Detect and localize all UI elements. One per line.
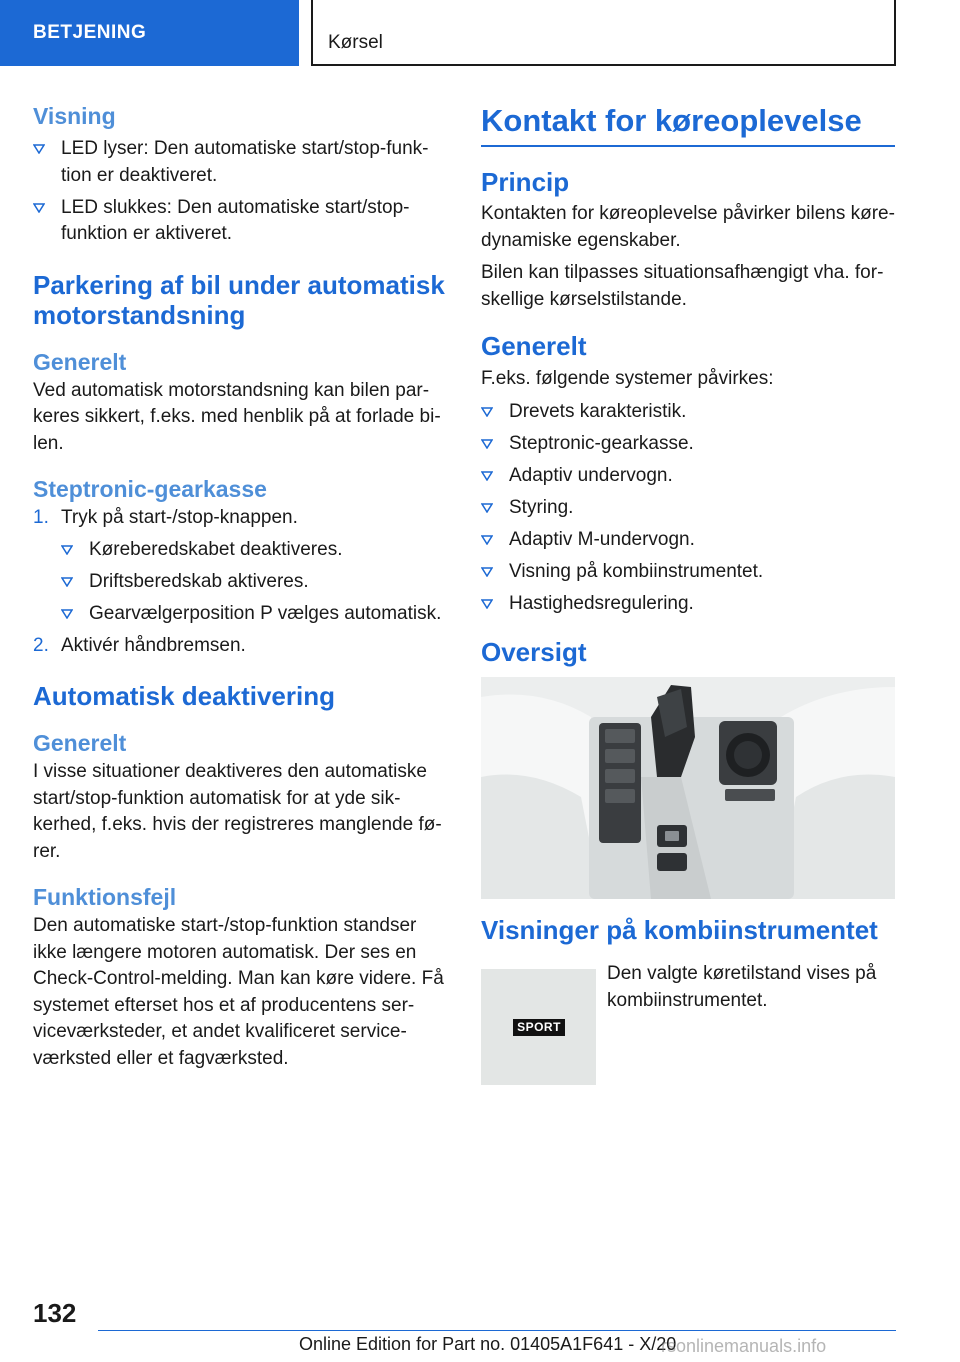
triangle-bullet-icon	[481, 431, 493, 441]
footer-edition: Online Edition for Part no. 01405A1F641 - X/20	[299, 1334, 677, 1354]
display-row	[481, 953, 895, 1071]
auto-deaktivering-heading: Automatisk deaktivering	[33, 681, 335, 711]
center-console-photo	[481, 677, 895, 899]
sport-mode-label: SPORT	[513, 1019, 565, 1036]
funktionsfejl-heading: Funktionsfejl	[33, 884, 177, 910]
right-column	[481, 100, 895, 1071]
instrument-display-image	[481, 969, 596, 1085]
left-column	[33, 100, 447, 1078]
list-item: Visning på kombiinstrumentet.	[481, 559, 895, 586]
princip-heading: Princip	[481, 167, 570, 197]
list-item: LED lyser: Den automatiske start/stop-funktion er deaktiveret.	[33, 136, 447, 189]
triangle-bullet-icon	[61, 601, 73, 611]
funktionsfejl-text: Den automatiske start-/stop-funktion standser ikke længere motoren automatisk. Der ses en Check-Control-melding. Man kan køre videre. Få systemet efterset hos et af producentens serviceværksteder, et andet kvalificeret serviceværksted eller et fagværksted.	[33, 915, 444, 1069]
parkering-generelt-text: Ved automatisk motorstandsning kan bilen parkeres sikkert, f.eks. med henblik på at forlade bilen.	[33, 379, 441, 454]
list-item: Driftsberedskab aktiveres.	[61, 569, 447, 596]
triangle-bullet-icon	[481, 463, 493, 473]
list-item: LED slukkes: Den automatiske start/stop-funktion er aktiveret.	[33, 195, 447, 248]
step-item: 2. Aktivér håndbremsen.	[33, 633, 447, 660]
watermark: rsonlinemanuals.info	[661, 1336, 827, 1356]
generelt-intro: F.eks. følgende systemer påvirkes:	[481, 368, 774, 389]
auto-generelt-heading: Generelt	[33, 730, 127, 756]
list-item: Steptronic-gearkasse.	[481, 431, 895, 458]
steptronic-heading: Steptronic-gearkasse	[33, 476, 267, 502]
list-item: Adaptiv undervogn.	[481, 463, 895, 490]
visninger-heading: Visninger på kombiinstrumentet	[481, 915, 878, 945]
step-sub-list	[61, 537, 447, 628]
triangle-bullet-icon	[481, 527, 493, 537]
step-number: 1.	[33, 507, 49, 528]
parkering-generelt-heading: Generelt	[33, 348, 127, 375]
triangle-bullet-icon	[61, 569, 73, 579]
princip-text-2: Bilen kan tilpasses situationsafhængigt vha. forskellige kørselstilstande.	[481, 262, 884, 310]
parkering-heading: Parkering af bil under automatisk motorstandsning	[33, 269, 445, 330]
step-item: 1. Tryk på start-/stop-knappen. Køreberedskabet deaktiveres. Driftsberedskab aktiveres. Gearvælgerposition P vælges automatisk.	[33, 505, 447, 627]
triangle-bullet-icon	[33, 136, 45, 146]
step-number: 2.	[33, 634, 49, 656]
auto-generelt-text: I visse situationer deaktiveres den automatiske start/stop-funktion automatisk for at yde sikkerhed, f.eks. hvis der registreres manglende fører.	[33, 761, 442, 862]
section-tab: BETJENING	[0, 0, 299, 66]
princip-text-1: Kontakten for køreoplevelse påvirker bilens køredynamiske egenskaber.	[481, 203, 895, 251]
chapter-title: Kørsel	[311, 0, 896, 66]
steptronic-steps	[33, 505, 447, 659]
visning-list	[33, 136, 447, 248]
section-title: Kontakt for køreoplevelse	[481, 102, 895, 147]
list-item: Styring.	[481, 495, 895, 522]
triangle-bullet-icon	[481, 559, 493, 569]
oversigt-heading: Oversigt	[481, 637, 587, 667]
triangle-bullet-icon	[481, 399, 493, 409]
list-item: Drevets karakteristik.	[481, 399, 895, 426]
triangle-bullet-icon	[33, 195, 45, 205]
triangle-bullet-icon	[481, 495, 493, 505]
systems-list	[481, 399, 895, 618]
triangle-bullet-icon	[481, 591, 493, 601]
triangle-bullet-icon	[61, 537, 73, 547]
list-item: Gearvælgerposition P vælges automatisk.	[61, 601, 447, 628]
visninger-text: Den valgte køretilstand vises på kombiinstrumentet.	[607, 963, 877, 1011]
visning-heading: Visning	[33, 103, 116, 129]
list-item: Køreberedskabet deaktiveres.	[61, 537, 447, 564]
list-item: Adaptiv M-undervogn.	[481, 527, 895, 554]
generelt-heading: Generelt	[481, 331, 587, 361]
page-number: 132	[33, 1298, 77, 1328]
footer-divider	[98, 1330, 896, 1331]
list-item: Hastighedsregulering.	[481, 591, 895, 618]
